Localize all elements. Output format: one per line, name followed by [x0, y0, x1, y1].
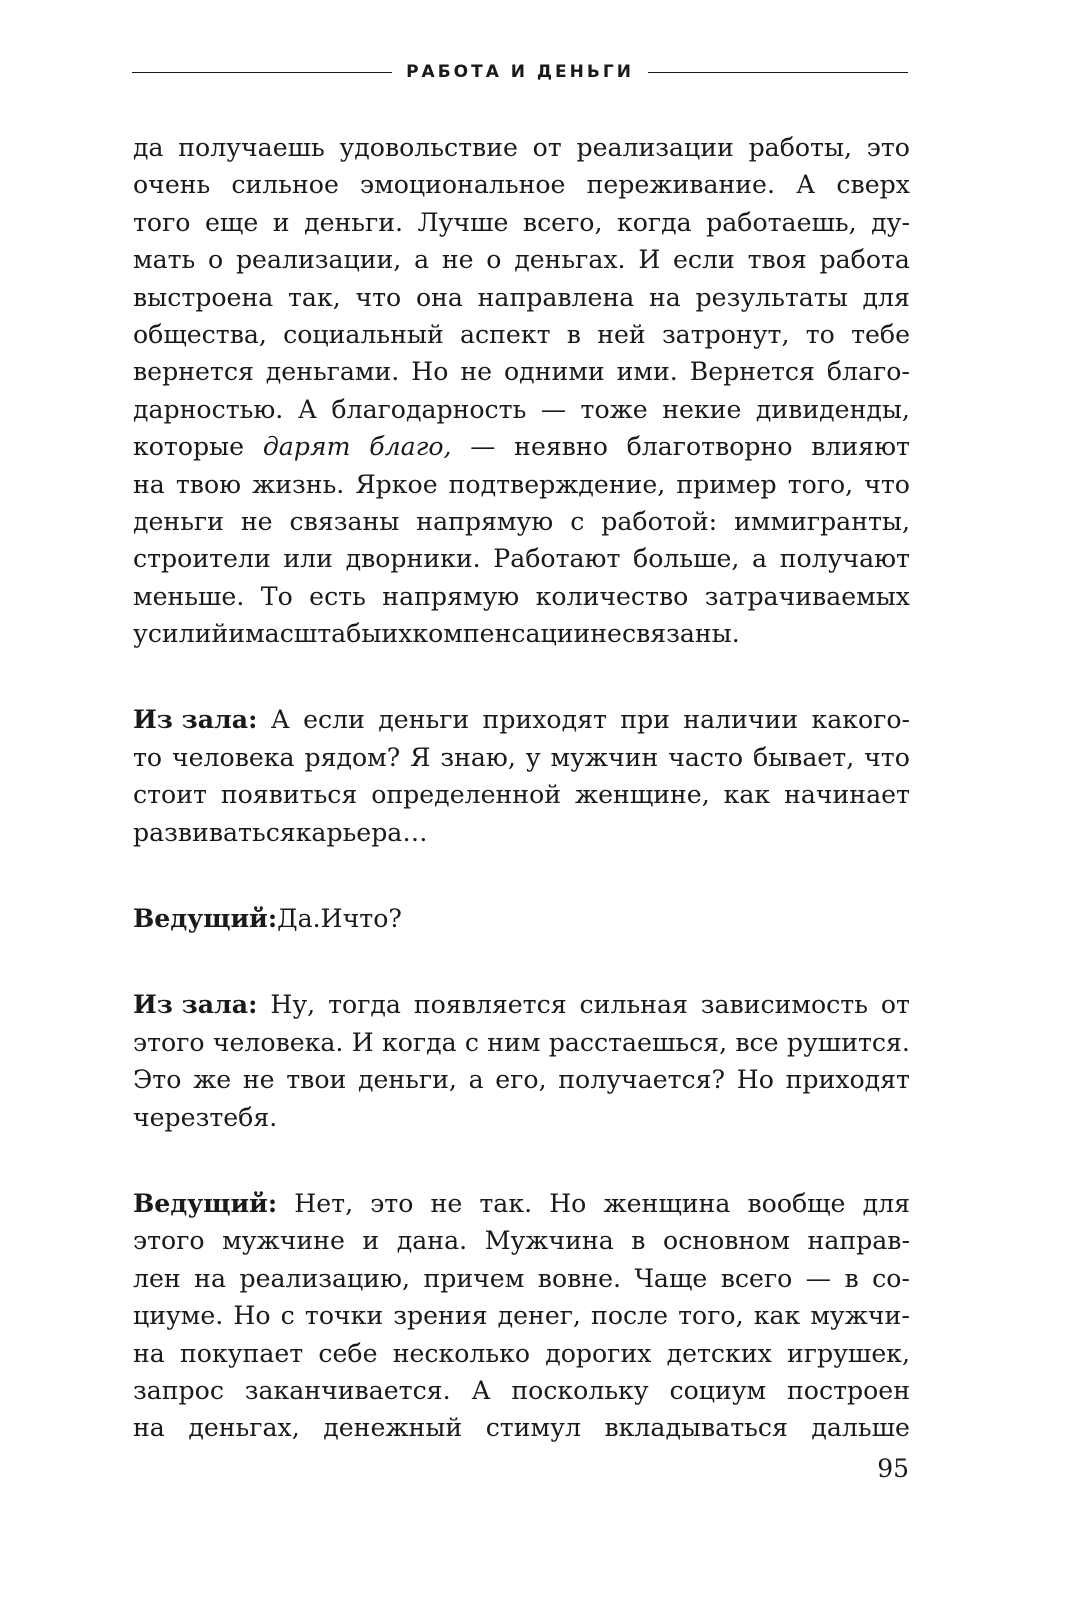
- word: одними: [504, 357, 605, 387]
- word: —: [805, 1263, 831, 1293]
- word: деньгах.: [514, 245, 626, 275]
- word: не: [460, 357, 493, 387]
- word: деньги: [378, 705, 470, 735]
- word: на: [649, 282, 681, 312]
- text-line: [133, 1372, 910, 1409]
- word: как: [723, 780, 771, 810]
- text-line: [133, 279, 910, 316]
- word: что?: [342, 904, 402, 934]
- word: больше,: [633, 544, 740, 574]
- word: Но: [411, 357, 449, 387]
- word: тебе: [851, 319, 910, 349]
- word: Чаще: [634, 1263, 708, 1293]
- word: расстаешься,: [548, 1027, 728, 1057]
- word: А: [471, 1375, 491, 1405]
- word: Ну,: [270, 990, 316, 1020]
- word: аспект: [460, 319, 551, 349]
- word: тоже: [580, 394, 648, 424]
- word: всего,: [522, 207, 603, 237]
- text-line: [133, 814, 910, 851]
- word: а: [752, 544, 768, 574]
- word: усилий: [133, 619, 229, 649]
- word: тебя.: [209, 1102, 278, 1132]
- word: не: [242, 1065, 275, 1095]
- word: работа: [819, 245, 910, 275]
- text-line: [133, 129, 910, 166]
- word: человека: [172, 742, 295, 772]
- word: на: [133, 469, 165, 499]
- word: от: [880, 990, 910, 1020]
- word: реализацию,: [239, 1263, 410, 1293]
- text-line: [133, 578, 910, 615]
- speaker-label: Ведущий:: [133, 1187, 278, 1218]
- word: благо-: [826, 357, 910, 387]
- word: того,: [678, 1301, 744, 1331]
- word: бывает,: [752, 742, 855, 772]
- word: То: [260, 581, 293, 611]
- word: часто: [668, 742, 744, 772]
- word: переживание.: [586, 170, 775, 200]
- word: это: [866, 133, 910, 162]
- text-line: [133, 1222, 910, 1259]
- word: благо,: [369, 432, 452, 462]
- word: дарят: [262, 432, 351, 462]
- word: того,: [787, 469, 854, 499]
- word: да: [133, 133, 164, 162]
- word: и: [362, 1226, 380, 1256]
- word: масштабы: [245, 619, 382, 649]
- word: денежный: [323, 1413, 463, 1443]
- word: —: [470, 432, 496, 462]
- word: пример: [676, 469, 777, 499]
- word: работаешь,: [706, 207, 857, 237]
- word: развиваться: [133, 817, 296, 847]
- word: еще: [205, 207, 259, 237]
- word: работы,: [748, 133, 853, 162]
- word: или: [283, 544, 333, 574]
- word: а: [414, 245, 430, 275]
- text-line: [133, 1024, 910, 1061]
- word: влияют: [811, 432, 910, 462]
- word: А: [270, 705, 290, 735]
- header-rule-left: [132, 72, 392, 73]
- word: напрямую: [416, 506, 554, 536]
- word: ими.: [616, 357, 678, 387]
- word: детских: [666, 1338, 772, 1368]
- word: с: [280, 1301, 295, 1331]
- text-line: [133, 391, 910, 428]
- word: запрос: [133, 1375, 224, 1405]
- text-line: [133, 986, 910, 1023]
- word: заканчивается.: [244, 1375, 451, 1405]
- word: благотворно: [626, 432, 793, 462]
- text-line: [133, 1297, 910, 1334]
- page-body: [133, 129, 910, 1447]
- word: затронут,: [661, 319, 790, 349]
- text-line: [133, 1409, 910, 1446]
- word: с: [464, 1027, 479, 1057]
- word: направ-: [807, 1226, 910, 1256]
- word: в: [631, 1226, 646, 1256]
- word: всего: [720, 1263, 793, 1293]
- word: когда: [381, 1027, 457, 1057]
- word: у: [525, 742, 541, 772]
- word: эмоциональное: [360, 170, 566, 200]
- word: о: [208, 245, 224, 275]
- text-line: [133, 466, 910, 503]
- word: основном: [663, 1226, 790, 1256]
- word: А: [796, 170, 816, 200]
- word: человека.: [212, 1027, 344, 1057]
- word: связаны.: [621, 619, 740, 649]
- word: через: [133, 1102, 210, 1132]
- word: ней: [597, 319, 646, 349]
- word: если: [673, 245, 735, 275]
- word: подтверждение,: [448, 469, 666, 499]
- paragraph-gap: [133, 652, 910, 701]
- word: Я: [410, 742, 431, 772]
- word: социальный: [283, 319, 444, 349]
- word: все: [735, 1027, 779, 1057]
- word: она: [415, 282, 463, 312]
- running-title: РАБОТА И ДЕНЬГИ: [406, 62, 634, 82]
- word: не: [240, 506, 273, 536]
- word: какого-: [811, 705, 910, 735]
- word: их: [381, 619, 413, 649]
- word: социум: [669, 1375, 767, 1405]
- text-line: [133, 428, 910, 465]
- word: для: [862, 1188, 910, 1218]
- word: как: [753, 1301, 801, 1331]
- word: компенсации: [412, 619, 591, 649]
- text-line: [133, 776, 910, 813]
- word: покупает: [180, 1338, 304, 1368]
- word: при: [620, 705, 670, 735]
- word: вернется: [133, 357, 254, 387]
- word: Да.: [277, 904, 321, 934]
- word: дальше: [811, 1413, 910, 1443]
- word: на: [133, 1413, 165, 1443]
- word: жизнь.: [252, 469, 345, 499]
- word: реализации,: [235, 245, 402, 275]
- paragraph-gap: [133, 1136, 910, 1185]
- text-line: [133, 540, 910, 577]
- word: работой:: [601, 506, 718, 536]
- word: наличии: [683, 705, 799, 735]
- word: лен: [133, 1263, 181, 1293]
- word: которые: [133, 432, 245, 462]
- word: дорогих: [545, 1338, 652, 1368]
- word: от: [532, 133, 562, 162]
- word: точки: [304, 1301, 384, 1331]
- word: иммигранты,: [734, 506, 910, 536]
- word: это: [370, 1188, 414, 1218]
- word: женщине,: [574, 780, 710, 810]
- text-line: [133, 1061, 910, 1098]
- word: Но: [549, 1188, 587, 1218]
- word: Но: [736, 1065, 774, 1095]
- word: в: [566, 319, 581, 349]
- word: поскольку: [511, 1375, 649, 1405]
- word: дана.: [396, 1226, 468, 1256]
- word: то: [133, 742, 163, 772]
- word: причем: [423, 1263, 525, 1293]
- word: общества,: [133, 319, 267, 349]
- word: твою: [175, 469, 242, 499]
- word: для: [862, 282, 910, 312]
- word: и: [272, 207, 290, 237]
- word: определенной: [371, 780, 562, 810]
- word: начинает: [784, 780, 910, 810]
- text-line: [133, 503, 910, 540]
- word: сильная: [579, 990, 688, 1020]
- word: игрушек,: [786, 1338, 910, 1368]
- word: И: [638, 245, 661, 275]
- word: мужчин: [550, 742, 659, 772]
- text-line: [133, 353, 910, 390]
- word: получается?: [558, 1065, 726, 1095]
- word: так.: [479, 1188, 533, 1218]
- text-line: [133, 615, 910, 652]
- header-rule-right: [648, 72, 908, 73]
- word: появляется: [413, 990, 567, 1020]
- word: затрачиваемых: [704, 581, 910, 611]
- word: же: [193, 1065, 232, 1095]
- word: напрямую: [382, 581, 520, 611]
- word: есть: [309, 581, 366, 611]
- word: знаю,: [440, 742, 516, 772]
- word: о: [486, 245, 502, 275]
- word: вкладываться: [604, 1413, 788, 1443]
- word: зависимость: [700, 990, 868, 1020]
- word: после: [591, 1301, 669, 1331]
- word: мать: [133, 245, 196, 275]
- text-line: [133, 1260, 910, 1297]
- word: мужчи-: [810, 1301, 910, 1331]
- word: деньги: [133, 506, 224, 536]
- word: Нет,: [294, 1188, 354, 1218]
- word: твои: [286, 1065, 347, 1095]
- word: этого: [133, 1027, 205, 1057]
- word: стимул: [485, 1413, 581, 1443]
- word: деньгах,: [188, 1413, 300, 1443]
- paragraph-gap: [133, 937, 910, 986]
- text-line: [133, 1185, 910, 1222]
- word: дворники.: [345, 544, 481, 574]
- word: со-: [872, 1263, 910, 1293]
- dialogue-paragraph: [133, 900, 910, 937]
- word: И: [320, 904, 343, 934]
- word: несколько: [392, 1338, 531, 1368]
- word: деньгами.: [265, 357, 400, 387]
- word: на: [133, 1338, 165, 1368]
- word: мужчине: [222, 1226, 345, 1256]
- speaker-label: Из зала:: [133, 989, 258, 1020]
- word: выстроена: [133, 282, 274, 312]
- word: себе: [318, 1338, 378, 1368]
- text-line: [133, 241, 910, 278]
- text-line: [133, 900, 910, 937]
- word: количество: [535, 581, 689, 611]
- word: деньги,: [357, 1065, 457, 1095]
- word: благодарность: [331, 394, 527, 424]
- word: ним: [487, 1027, 541, 1057]
- running-header: [132, 62, 908, 82]
- word: зрения: [393, 1301, 488, 1331]
- word: карьера…: [295, 817, 428, 847]
- word: что: [864, 469, 910, 499]
- word: а: [468, 1065, 484, 1095]
- dialogue-paragraph: [133, 986, 910, 1136]
- text-line: [133, 739, 910, 776]
- text-line: [133, 1335, 910, 1372]
- word: ду-: [871, 207, 910, 237]
- word: и: [228, 619, 246, 649]
- word: строители: [133, 544, 271, 574]
- word: так,: [288, 282, 341, 312]
- page-number: 95: [877, 1454, 909, 1483]
- speaker-label: Ведущий:: [133, 903, 278, 934]
- word: с: [570, 506, 585, 536]
- word: сильное: [231, 170, 339, 200]
- word: вообще: [747, 1188, 846, 1218]
- word: приходят: [785, 1065, 910, 1095]
- speaker-label: Из зала:: [133, 704, 258, 735]
- word: получают: [779, 544, 910, 574]
- word: меньше.: [133, 581, 245, 611]
- word: что: [355, 282, 402, 312]
- text-line: [133, 701, 910, 738]
- word: удовольствие: [339, 133, 518, 162]
- word: дарностью.: [133, 394, 284, 424]
- word: женщина: [603, 1188, 731, 1218]
- word: Это: [133, 1065, 182, 1095]
- word: связаны: [289, 506, 400, 536]
- word: некие: [662, 394, 742, 424]
- word: приходят: [482, 705, 607, 735]
- word: Работают: [493, 544, 621, 574]
- word: рядом?: [304, 742, 401, 772]
- word: получаешь: [178, 133, 325, 162]
- text-line: [133, 166, 910, 203]
- word: Вернется: [689, 357, 815, 387]
- text-line: [133, 316, 910, 353]
- word: неявно: [514, 432, 608, 462]
- dialogue-paragraph: [133, 1185, 910, 1447]
- word: сверх: [836, 170, 910, 200]
- word: что: [864, 742, 910, 772]
- word: направлена: [477, 282, 635, 312]
- word: не: [441, 245, 474, 275]
- word: Мужчина: [484, 1226, 614, 1256]
- word: денег,: [497, 1301, 581, 1331]
- word: в: [844, 1263, 859, 1293]
- word: не: [430, 1188, 463, 1218]
- word: твоя: [747, 245, 807, 275]
- word: И: [351, 1027, 374, 1057]
- word: тогда: [328, 990, 401, 1020]
- word: очень: [133, 170, 211, 200]
- word: когда: [616, 207, 692, 237]
- text-paragraph: [133, 129, 910, 652]
- word: Но: [233, 1301, 271, 1331]
- word: циуме.: [133, 1301, 224, 1331]
- word: А: [297, 394, 317, 424]
- word: появиться: [220, 780, 358, 810]
- word: Лучше: [417, 207, 509, 237]
- dialogue-paragraph: [133, 701, 910, 851]
- word: Яркое: [355, 469, 438, 499]
- word: его,: [495, 1065, 547, 1095]
- word: реализации: [576, 133, 734, 162]
- text-line: [133, 204, 910, 241]
- word: то: [805, 319, 835, 349]
- word: на: [194, 1263, 226, 1293]
- word: деньги.: [304, 207, 403, 237]
- paragraph-gap: [133, 851, 910, 900]
- word: —: [540, 394, 567, 424]
- word: того: [133, 207, 191, 237]
- word: вовне.: [537, 1263, 621, 1293]
- word: стоит: [133, 780, 207, 810]
- word: не: [590, 619, 622, 649]
- word: рушится.: [786, 1027, 910, 1057]
- word: результаты: [695, 282, 848, 312]
- word: построен: [787, 1375, 910, 1405]
- text-line: [133, 1099, 910, 1136]
- word: если: [303, 705, 365, 735]
- word: этого: [133, 1226, 205, 1256]
- word: дивиденды,: [755, 394, 910, 424]
